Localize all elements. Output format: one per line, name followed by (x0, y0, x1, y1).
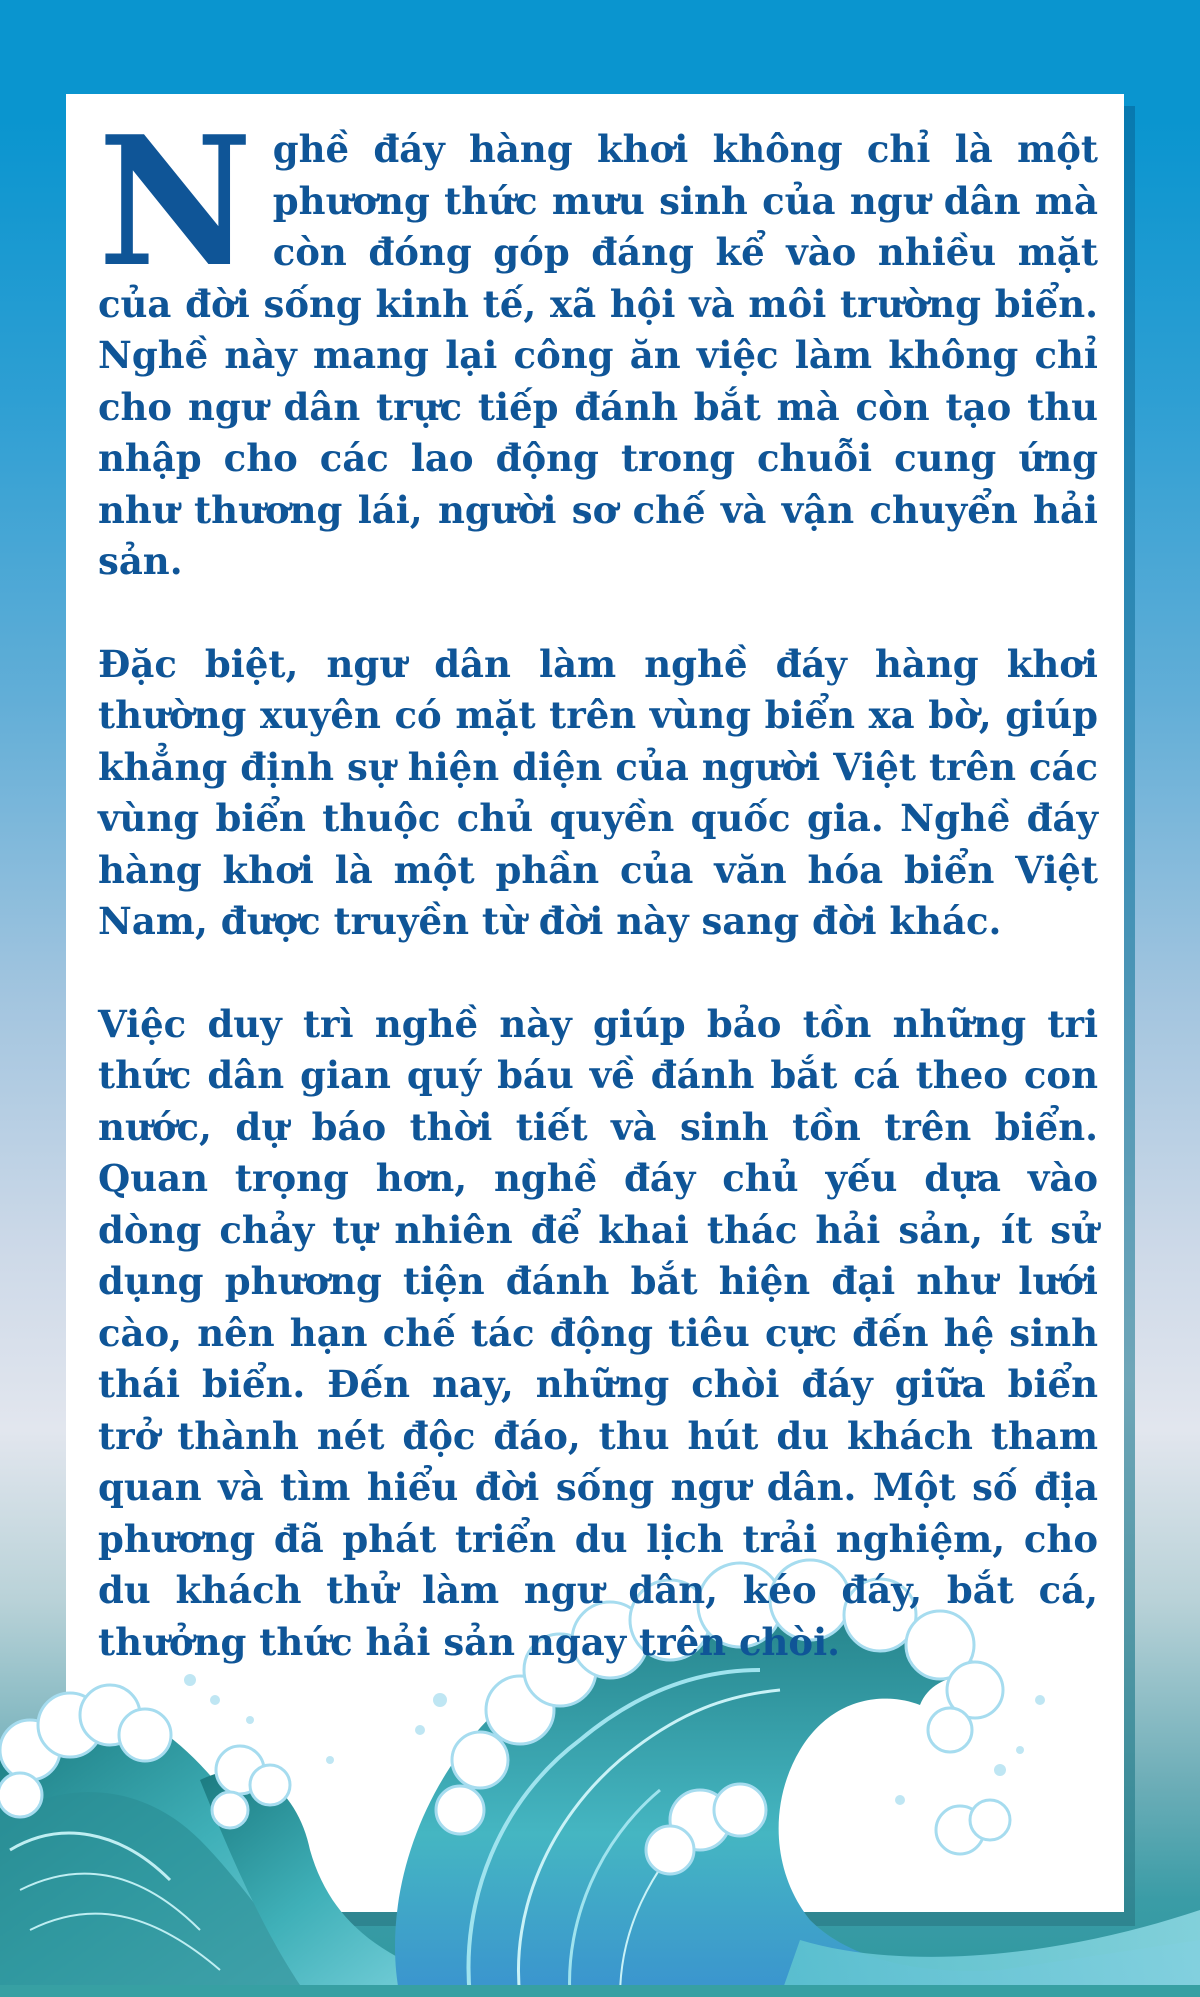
article-body (98, 97, 1098, 1719)
paragraph-3: Việc duy trì nghề này giúp bảo tồn những tri thức dân gian quý báu về đánh bắt cá theo con nước, dự báo thời tiết và sinh tồn trên biển. Quan trọng hơn, nghề đáy chủ yếu dựa vào dòng chảy tự nhiên để khai thác hải sản, ít sử dụng phương tiện đánh bắt hiện đại như lưới cào, nên hạn chế tác động tiêu cực đến hệ sinh thái biển. Đến nay, những chòi đáy giữa biển trở thành nét độc đáo, thu hút du khách tham quan và tìm hiểu đời sống ngư dân. Một số địa phương đã phát triển du lịch trải nghiệm, cho du khách thử làm ngư dân, kéo đáy, bắt cá, thưởng thức hải sản ngay trên chòi. (98, 1001, 1098, 1664)
base-bar (0, 1985, 1200, 1997)
paragraph-1 (98, 97, 1098, 588)
paragraph-2: Đặc biệt, ngư dân làm nghề đáy hàng khơi thường xuyên có mặt trên vùng biển xa bờ, giúp khẳng định sự hiện diện của người Việt trên các vùng biển thuộc chủ quyền quốc gia. Nghề đáy hàng khơi là một phần của văn hóa biển Việt Nam, được truyền từ đời này sang đời khác. (98, 641, 1098, 943)
drop-cap: N (98, 97, 253, 306)
paragraph-1-text: ghề đáy hàng khơi không chỉ là một phương thức mưu sinh của ngư dân mà còn đóng góp đáng kể vào nhiều mặt của đời sống kinh tế, xã hội và môi trường biển. Nghề này mang lại công ăn việc làm không chỉ cho ngư dân trực tiếp đánh bắt mà còn tạo thu nhập cho các lao động trong chuỗi cung ứng như thương lái, người sơ chế và vận chuyển hải sản. (98, 127, 1098, 583)
